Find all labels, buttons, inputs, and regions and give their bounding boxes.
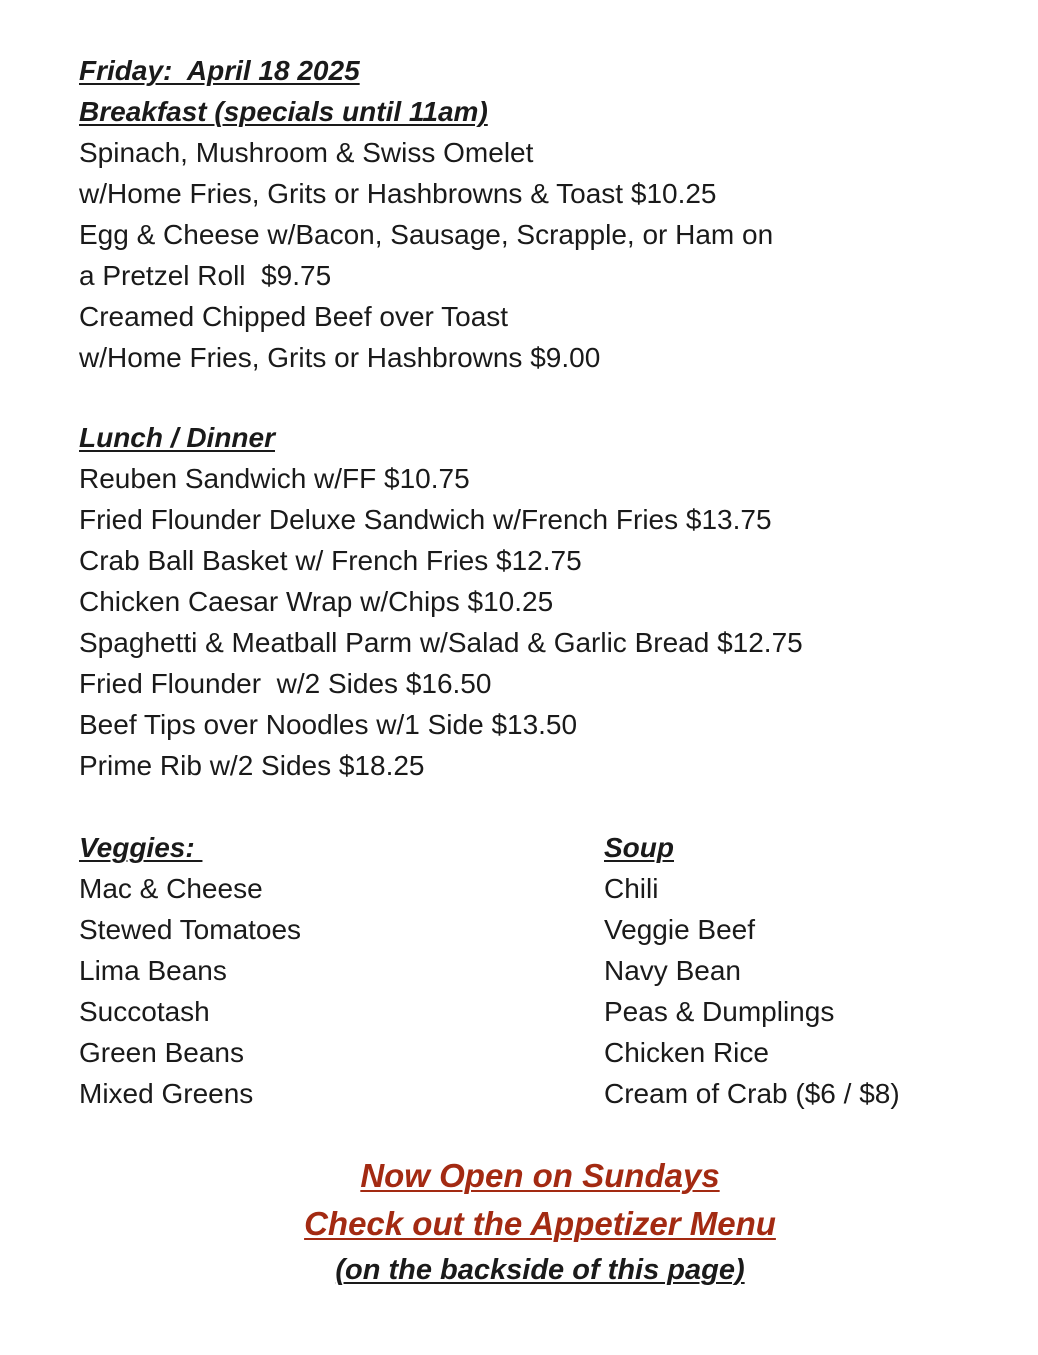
soup-item: Cream of Crab ($6 / $8) — [604, 1078, 900, 1109]
soup-column — [604, 827, 900, 1114]
appetizer-menu-notice: Check out the Appetizer Menu — [304, 1205, 776, 1242]
lunch-dinner-item: Spaghetti & Meatball Parm w/Salad & Garlic Bread $12.75 — [79, 627, 803, 658]
breakfast-line: Creamed Chipped Beef over Toast — [79, 301, 509, 332]
breakfast-line: Egg & Cheese w/Bacon, Sausage, Scrapple, or Ham on — [79, 219, 774, 250]
breakfast-heading: Breakfast (specials until 11am) — [79, 96, 488, 127]
soup-item: Chicken Rice — [604, 1037, 769, 1068]
breakfast-line: Spinach, Mushroom & Swiss Omelet — [79, 137, 534, 168]
backside-note: (on the backside of this page) — [335, 1254, 745, 1286]
veggie-item: Stewed Tomatoes — [79, 914, 302, 945]
sides-columns — [79, 827, 979, 1109]
date-heading: Friday: April 18 2025 — [79, 55, 360, 86]
lunch-dinner-item: Chicken Caesar Wrap w/Chips $10.25 — [79, 586, 554, 617]
soup-item: Peas & Dumplings — [604, 996, 835, 1027]
sunday-open-notice: Now Open on Sundays — [360, 1157, 720, 1194]
soup-heading: Soup — [604, 832, 674, 863]
lunch-dinner-item: Prime Rib w/2 Sides $18.25 — [79, 750, 425, 781]
breakfast-line: w/Home Fries, Grits or Hashbrowns & Toast $10.25 — [79, 178, 717, 209]
veggie-item: Green Beans — [79, 1037, 244, 1068]
breakfast-line: a Pretzel Roll $9.75 — [79, 260, 332, 291]
lunch-dinner-item: Crab Ball Basket w/ French Fries $12.75 — [79, 545, 582, 576]
menu-page — [79, 50, 979, 1109]
soup-item: Navy Bean — [604, 955, 741, 986]
breakfast-list — [79, 132, 979, 378]
soup-item: Chili — [604, 873, 659, 904]
lunch-dinner-heading: Lunch / Dinner — [79, 422, 275, 453]
lunch-dinner-item: Beef Tips over Noodles w/1 Side $13.50 — [79, 709, 578, 740]
veggie-item: Succotash — [79, 996, 210, 1027]
footer-promo — [0, 1152, 1038, 1292]
breakfast-line: w/Home Fries, Grits or Hashbrowns $9.00 — [79, 342, 601, 373]
lunch-dinner-list — [79, 458, 979, 786]
veggies-column — [79, 827, 301, 1114]
veggie-item: Mac & Cheese — [79, 873, 263, 904]
veggies-heading: Veggies: — [79, 832, 203, 863]
section-spacer — [79, 786, 979, 827]
lunch-dinner-item: Fried Flounder Deluxe Sandwich w/French Fries $13.75 — [79, 504, 772, 535]
lunch-dinner-item: Fried Flounder w/2 Sides $16.50 — [79, 668, 492, 699]
veggie-item: Mixed Greens — [79, 1078, 254, 1109]
veggie-item: Lima Beans — [79, 955, 227, 986]
lunch-dinner-item: Reuben Sandwich w/FF $10.75 — [79, 463, 470, 494]
section-spacer — [79, 378, 979, 417]
soup-item: Veggie Beef — [604, 914, 756, 945]
